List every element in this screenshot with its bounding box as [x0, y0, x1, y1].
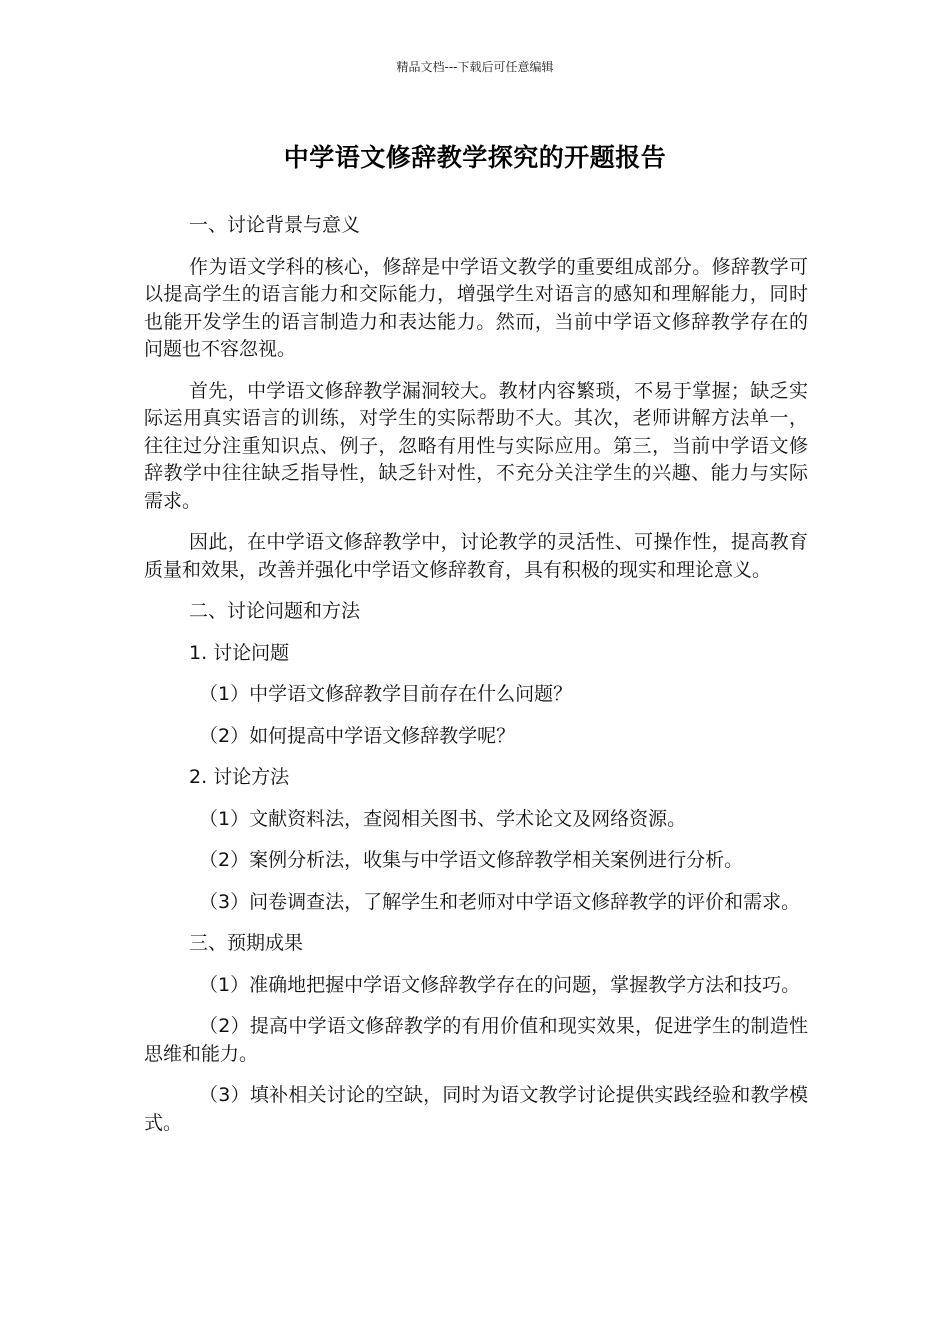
body-paragraph: 作为语文学科的核心，修辞是中学语文教学的重要组成部分。修辞教学可以提高学生的语言能力和交际能力，增强学生对语言的感知和理解能力，同时也能开发学生的语言制造力和表达能力。然而，当前中学语文修辞教学存在的问题也不容忽视。 [144, 255, 808, 360]
list-item: （1）中学语文修辞教学目前存在什么问题？ [199, 683, 573, 705]
document-body [144, 212, 808, 1137]
list-item: （1）文献资料法，查阅相关图书、学术论文及网络资源。 [199, 807, 687, 830]
list-item: （2）提高中学语文修辞教学的有用价值和现实效果，促进学生的制造性思维和能力。 [144, 1015, 808, 1065]
list-item: （3）填补相关讨论的空缺，同时为语文教学讨论提供实践经验和教学模式。 [144, 1084, 808, 1134]
subsection-heading-methods: 2. 讨论方法 [189, 766, 290, 788]
list-item: （2）如何提高中学语文修辞教学呢？ [199, 724, 516, 747]
subsection-heading-questions: 1. 讨论问题 [189, 641, 290, 664]
body-paragraph: 首先，中学语文修辞教学漏洞较大。教材内容繁琐，不易于掌握；缺乏实际运用真实语言的训练，对学生的实际帮助不大。其次，老师讲解方法单一，往往过分注重知识点、例子，忽略有用性与实际应用。第三，当前中学语文修辞教学中往往缺乏指导性，缺乏针对性，不充分关注学生的兴趣、能力与实际需求。 [144, 379, 808, 512]
list-item: （2）案例分析法，收集与中学语文修辞教学相关案例进行分析。 [199, 849, 744, 871]
list-item: （3）问卷调查法，了解学生和老师对中学语文修辞教学的评价和需求。 [199, 890, 801, 913]
section-heading-3: 三、预期成果 [189, 932, 304, 954]
section-heading-1: 一、讨论背景与意义 [189, 214, 361, 236]
page-header: 精品文档---下载后可任意编辑 [396, 60, 554, 74]
section-heading-2: 二、讨论问题和方法 [189, 600, 361, 622]
body-paragraph: 因此，在中学语文修辞教学中，讨论教学的灵活性、可操作性，提高教育质量和效果，改善并强化中学语文修辞教育，具有积极的现实和理论意义。 [144, 531, 808, 581]
document-title: 中学语文修辞教学探究的开题报告 [283, 143, 667, 172]
list-item: （1）准确地把握中学语文修辞教学存在的问题，掌握教学方法和技巧。 [199, 973, 801, 996]
